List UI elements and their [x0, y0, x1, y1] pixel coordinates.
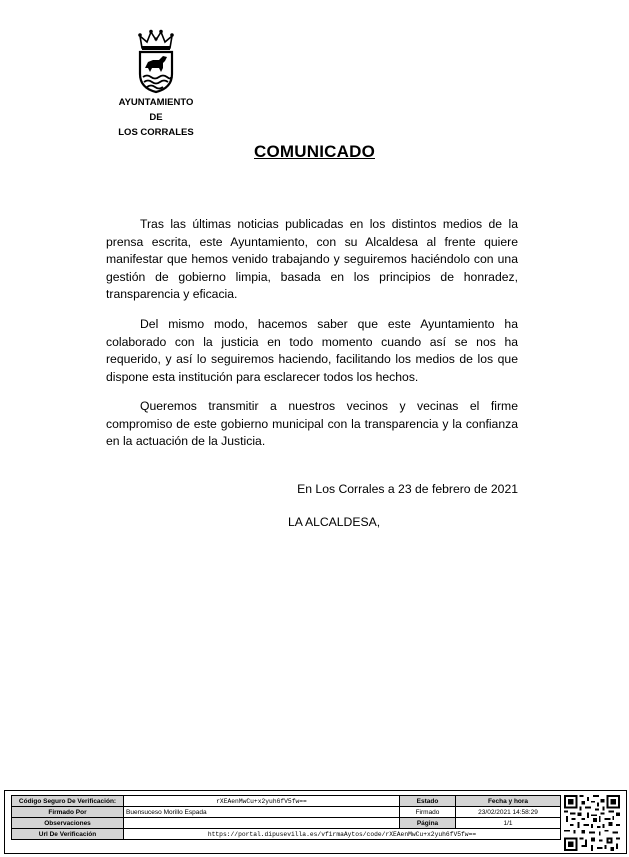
issuer-block [100, 95, 212, 140]
municipal-coat-of-arms-icon [134, 28, 178, 94]
signer-title: LA ALCALDESA, [288, 515, 381, 529]
estado-label: Estado [400, 796, 456, 807]
pagina-label: Página [400, 818, 456, 829]
issuer-line-2: DE [149, 112, 163, 123]
url-label: Url De Verificación [12, 829, 124, 840]
url-value[interactable]: https://portal.dipusevilla.es/vfirmaAytos/code/rXEAenMwCu+x2yuh6fV5fw== [124, 829, 561, 840]
pagina-value: 1/1 [456, 818, 561, 829]
table-row [12, 807, 561, 818]
verification-table [11, 795, 561, 840]
firmado-por-value: Buensuceso Morillo Espada [124, 807, 400, 818]
qr-code-icon [564, 795, 620, 851]
fecha-value: 23/02/2021 14:58:29 [456, 807, 561, 818]
firmado-por-label: Firmado Por [12, 807, 124, 818]
paragraph-text: Queremos transmitir a nuestros vecinos y vecinas el firme compromiso de este gobierno municipal con la transparencia y la confianza en la actuación de la Justicia. [106, 399, 518, 448]
document-title: COMUNICADO [254, 142, 375, 161]
table-row [12, 818, 561, 829]
table-row [12, 796, 561, 807]
observaciones-label: Observaciones [12, 818, 124, 829]
date-line: En Los Corrales a 23 de febrero de 2021 [297, 482, 518, 496]
paragraph-3 [106, 398, 518, 451]
paragraph-2 [106, 316, 518, 386]
paragraph-1 [106, 216, 518, 304]
observaciones-value [124, 818, 400, 829]
estado-value: Firmado [400, 807, 456, 818]
paragraph-text: Del mismo modo, hacemos saber que este Ayuntamiento ha colaborado con la justicia en todo momento cuando así se nos ha requerido, y así lo seguiremos haciendo, facilitando los medios de los que dispone esta institución para esclarecer todos los hechos. [106, 317, 518, 384]
fecha-label: Fecha y hora [456, 796, 561, 807]
paragraph-text: Tras las últimas noticias publicadas en los distintos medios de la prensa escrita, este Ayuntamiento, con su Alcaldesa al frente quiere manifestar que hemos venido trabajando y seguiremos haciéndolo con una gestión de gobierno limpia, basada en los principios de honradez, transparencia y eficacia. [106, 217, 518, 301]
table-row [12, 829, 561, 840]
csv-label: Código Seguro De Verificación: [12, 796, 124, 807]
csv-value: rXEAenMwCu+x2yuh6fV5fw== [124, 796, 400, 807]
issuer-line-3: LOS CORRALES [118, 127, 194, 138]
verification-footer [4, 790, 627, 854]
issuer-line-1: AYUNTAMIENTO [118, 97, 194, 108]
